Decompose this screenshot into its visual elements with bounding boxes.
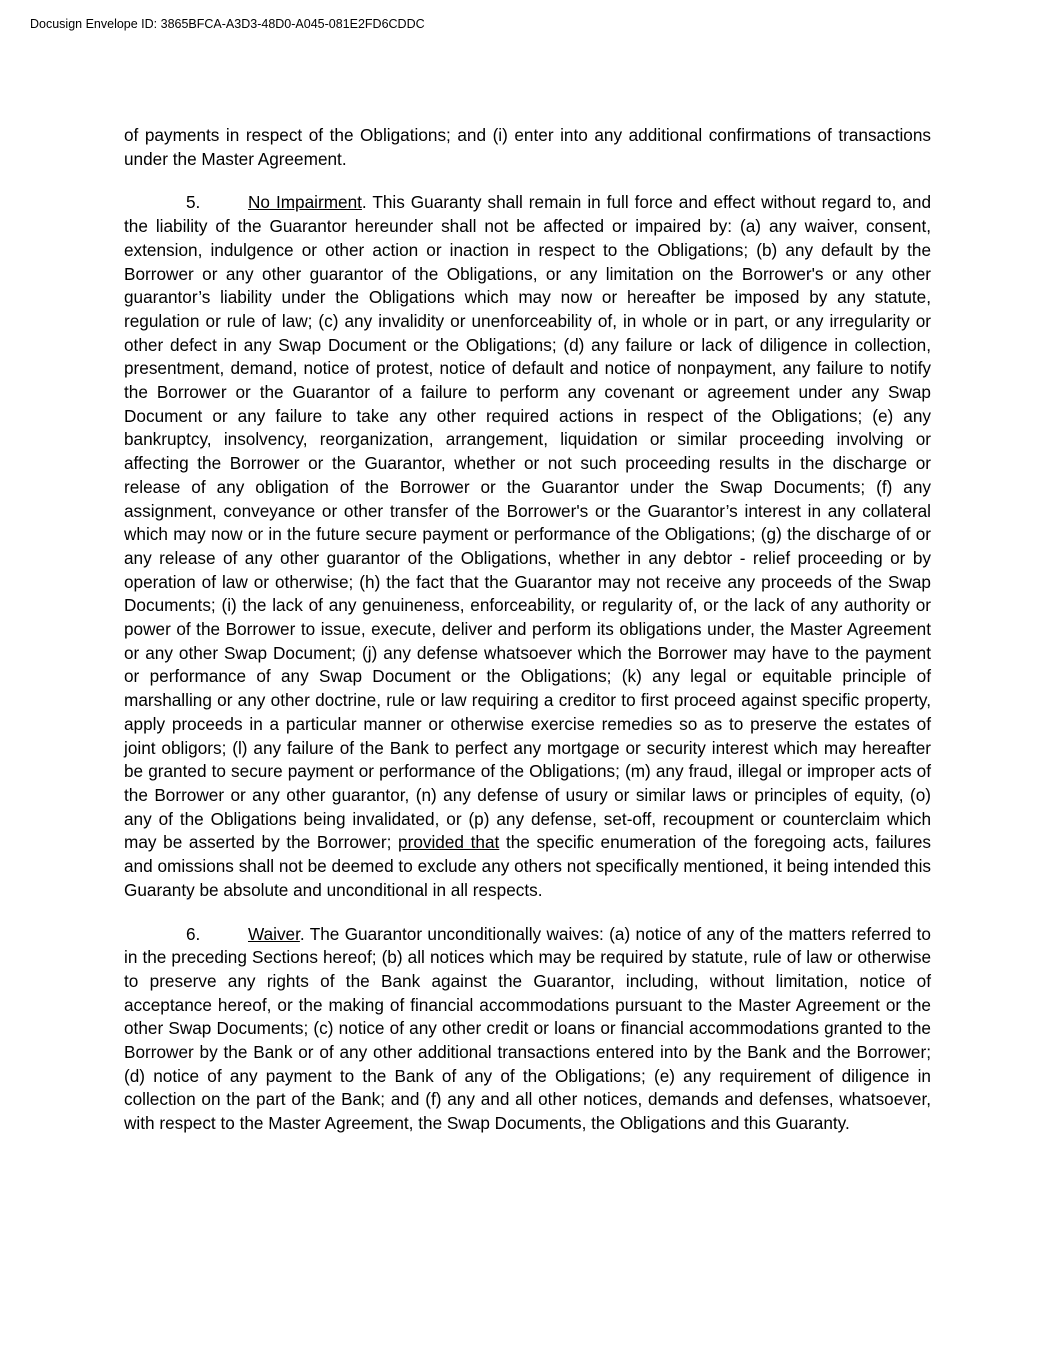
section-5-body-end: the specific enumeration of the foregoing acts, failures and omissions shall not be deemed to exclude any others not specifically mentioned, it being intended this Guaranty be absolute and unconditional in all respects. <box>124 832 931 900</box>
docusign-envelope-id: Docusign Envelope ID: 3865BFCA-A3D3-48D0-A045-081E2FD6CDDC <box>30 17 425 31</box>
section-5-body: . This Guaranty shall remain in full force and effect without regard to, and the liability of the Guarantor hereunder shall not be affected or impaired by: (a) any waiver, consent, extension, indulgence or other action or inaction in respect to the Obligations; (b) any default by the Borrower or any other guarantor of the Obligations, or any limitation on the Borrower's or any other guarantor’s liability under the Obligations which may now or hereafter be imposed by any statute, regulation or rule of law; (c) any invalidity or unenforceability of, in whole or in part, or any irregularity or other defect in any Swap Document or the Obligations; (d) any failure or lack of diligence in collection, presentment, demand, notice of protest, notice of default and notice of nonpayment, any failure to notify the Borrower or the Guarantor of a failure to perform any covenant or agreement under any Swap Document or any failure to take any other required actions in respect of the Obligations; (e) any bankruptcy, insolvency, reorganization, arrangement, liquidation or similar proceeding involving or affecting the Borrower or the Guarantor, whether or not such proceeding results in the discharge or release of any obligation of the Borrower or the Guarantor under the Swap Documents; (f) any assignment, conveyance or other transfer of the Borrower's or the Guarantor’s interest in any collateral which may now or in the future secure payment or performance of the Obligations; (g) the discharge of or any release of any other guarantor of the Obligations, whether in any debtor - relief proceeding or by operation of law or otherwise; (h) the fact that the Guarantor may not receive any proceeds of the Swap Documents; (i) the lack of any genuineness, enforceability, or regularity of, or the lack of any authority or power of the Borrower to issue, execute, deliver and perform its obligations under, the Master Agreement or any other Swap Document; (j) any defense whatsoever which the Borrower may have to the payment or performance of any Swap Document or the Obligations; (k) any legal or equitable principle of marshalling or any other doctrine, rule or law requiring a creditor to first proceed against specific property, apply proceeds in a particular manner or otherwise exercise remedies so as to preserve the estates of joint obligors; (l) any failure of the Bank to perfect any mortgage or security interest which may hereafter be granted to secure payment or performance of the Obligations; (m) any fraud, illegal or improper acts of the Borrower or any other guarantor, (n) any defense of usury or similar laws or principles of equity, (o) any of the Obligations being invalidated, or (p) any defense, set-off, recoupment or counterclaim which may be asserted by the Borrower; <box>124 192 932 853</box>
continuation-paragraph: of payments in respect of the Obligations; and (i) enter into any additional confirmations of transactions under the Master Agreement. <box>124 125 931 169</box>
section-5-number: 5. <box>186 192 201 213</box>
section-6-paragraph <box>124 923 931 1136</box>
section-6-number: 6. <box>186 923 201 944</box>
section-6-body: . The Guarantor unconditionally waives: (a) notice of any of the matters referred to in the preceding Sections hereof; (b) all notices which may be required by statute, rule of law or otherwise to preserve any rights of the Bank against the Guarantor, including, without limitation, notice of acceptance hereof, or the making of financial accommodations pursuant to the Master Agreement or the other Swap Documents; (c) notice of any other credit or loans or financial accommodations granted to the Borrower by the Bank or of any other additional transactions entered into by the Bank and the Borrower; (d) notice of any payment to the Bank of any of the Obligations; (e) any requirement of diligence in collection on the part of the Bank; and (f) any and all other notices, demands and defenses, whatsoever, with respect to the Master Agreement, the Swap Documents, the Obligations and this Guaranty. <box>124 923 931 1134</box>
document-body <box>124 124 931 1156</box>
section-5-paragraph <box>124 191 931 902</box>
section-5-title: No Impairment <box>248 192 362 213</box>
section-6-title: Waiver <box>248 923 300 944</box>
section-5-proviso: provided that <box>398 832 500 853</box>
